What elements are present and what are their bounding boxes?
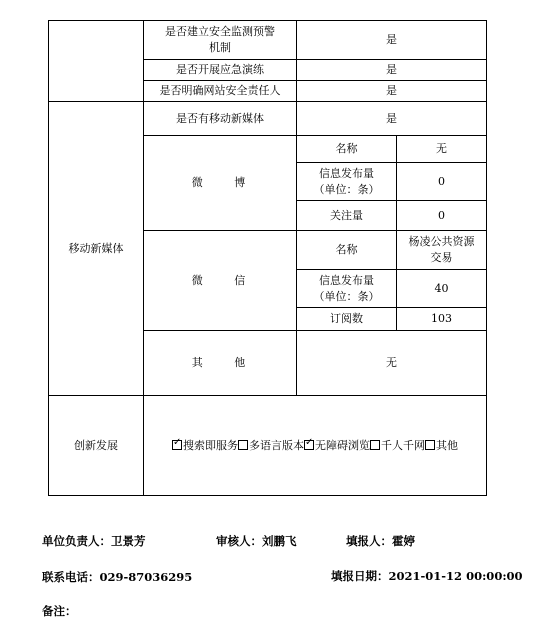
other-label: 其 他: [144, 331, 297, 396]
reviewer: 审核人：刘鹏飞: [216, 534, 297, 548]
innovation-label: 创新发展: [49, 396, 144, 496]
wechat-posts-label-2: （单位：条）: [313, 289, 380, 303]
weibo-name-value: 无: [397, 136, 487, 163]
wechat-name-value: [397, 231, 487, 270]
wechat-posts-value: 40: [397, 270, 487, 308]
other-value: 无: [297, 331, 487, 396]
checkbox-icon[interactable]: [425, 440, 435, 450]
responsible-label: 是否明确网站安全责任人: [144, 81, 297, 102]
wechat-label: 微 信: [144, 231, 297, 331]
weibo-follow-label: 关注量: [297, 201, 397, 231]
option-label: 搜索即服务: [183, 438, 238, 452]
weibo-name-label: 名称: [297, 136, 397, 163]
drill-value: 是: [297, 60, 487, 81]
has-mobile-value: 是: [297, 102, 487, 136]
option-search-service[interactable]: [172, 439, 238, 452]
blank-cell: [49, 21, 144, 102]
innovation-options: [144, 396, 487, 496]
fill-date: 填报日期：2021-01-12 00:00:00: [331, 569, 523, 583]
option-accessibility[interactable]: [304, 439, 370, 452]
checkbox-icon[interactable]: [370, 440, 380, 450]
unit-head: 单位负责人：卫景芳: [42, 534, 146, 548]
wechat-name-value-2: 交易: [430, 251, 453, 264]
checkbox-checked-icon[interactable]: [172, 440, 182, 450]
option-label: 多语言版本: [249, 438, 304, 452]
weibo-posts-label-2: （单位：条）: [313, 182, 380, 196]
option-multilingual[interactable]: [238, 439, 304, 452]
option-personalized[interactable]: [370, 439, 425, 452]
wechat-posts-label: [297, 270, 397, 308]
monitoring-label: [144, 21, 297, 60]
weibo-label: 微 博: [144, 136, 297, 231]
option-other[interactable]: [425, 439, 458, 452]
wechat-subs-value: 103: [397, 308, 487, 331]
monitoring-label-line2: 机制: [209, 41, 231, 54]
weibo-posts-label-1: 信息发布量: [319, 166, 374, 180]
wechat-name-value-1: 杨凌公共资源: [408, 235, 475, 248]
contact-phone: 联系电话：029-87036295: [42, 570, 193, 584]
drill-label: 是否开展应急演练: [144, 60, 297, 81]
mobile-section-label: 移动新媒体: [49, 102, 144, 396]
report-table: [48, 20, 487, 496]
option-label: 其他: [436, 438, 458, 452]
option-label: 千人千网: [381, 438, 425, 452]
wechat-name-label: 名称: [297, 231, 397, 270]
remarks: 备注：: [42, 604, 77, 618]
option-label: 无障碍浏览: [315, 438, 370, 452]
weibo-posts-label: [297, 163, 397, 201]
has-mobile-label: 是否有移动新媒体: [144, 102, 297, 136]
checkbox-icon[interactable]: [238, 440, 248, 450]
weibo-posts-value: 0: [397, 163, 487, 201]
monitoring-value: 是: [297, 21, 487, 60]
responsible-value: 是: [297, 81, 487, 102]
wechat-subs-label: 订阅数: [297, 308, 397, 331]
filler: 填报人：霍婷: [346, 534, 415, 548]
wechat-posts-label-1: 信息发布量: [319, 273, 374, 287]
monitoring-label-line1: 是否建立安全监测预警: [165, 25, 275, 38]
weibo-follow-value: 0: [397, 201, 487, 231]
checkbox-checked-icon[interactable]: [304, 440, 314, 450]
